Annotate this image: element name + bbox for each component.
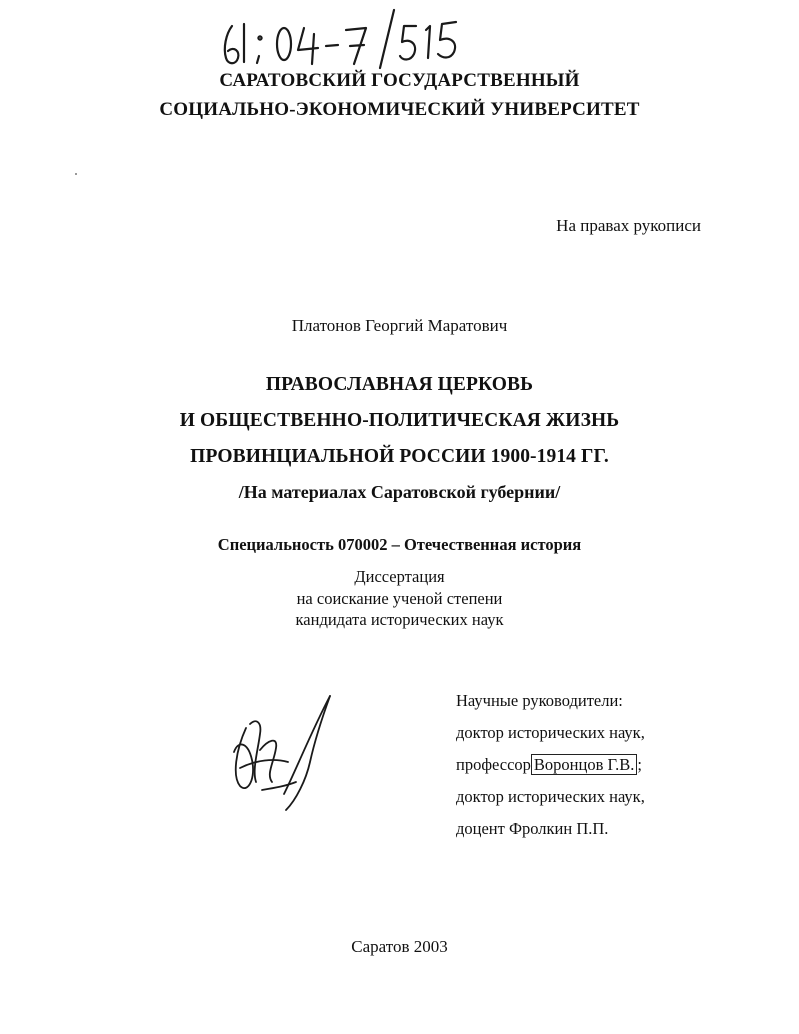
handwritten-archive-number [218,8,468,70]
specialty: Специальность 070002 – Отечественная история [217,535,582,554]
supervisors-block [456,690,645,850]
supervisor-1-rank: профессор [456,755,531,774]
author-name: Платонов Георгий Маратович [291,316,508,335]
title-subtitle: /На материалах Саратовской губернии/ [238,482,561,502]
supervisor-1-degree: доктор исторических наук, [456,723,645,742]
university-name-line-2: СОЦИАЛЬНО-ЭКОНОМИЧЕСКИЙ УНИВЕРСИТЕТ [159,99,640,120]
dissertation-line-3: кандидата исторических наук [295,610,504,629]
title-line-3: ПРОВИНЦИАЛЬНОЙ РОССИИ 1900-1914 ГГ. [190,446,609,467]
supervisors-heading: Научные руководители: [456,691,623,710]
handwritten-signature [226,690,338,816]
supervisor-2-degree: доктор исторических наук, [456,787,645,806]
university-name-line-1: САРАТОВСКИЙ ГОСУДАРСТВЕННЫЙ [219,70,580,91]
supervisor-1-line [456,754,645,786]
supervisor-1-name-boxed: Воронцов Г.В. [531,754,638,775]
dissertation-line-1: Диссертация [354,567,445,586]
dissertation-line-2: на соискание ученой степени [296,589,503,608]
rights-note: На правах рукописи [556,216,701,235]
scan-speck [75,173,77,175]
title-line-2: И ОБЩЕСТВЕННО-ПОЛИТИЧЕСКАЯ ЖИЗНЬ [179,410,620,431]
city-year: Саратов 2003 [351,937,448,956]
supervisor-2-line: доцент Фролкин П.П. [456,819,609,838]
supervisor-1-suffix: ; [637,755,643,774]
title-line-1: ПРАВОСЛАВНАЯ ЦЕРКОВЬ [265,374,534,395]
